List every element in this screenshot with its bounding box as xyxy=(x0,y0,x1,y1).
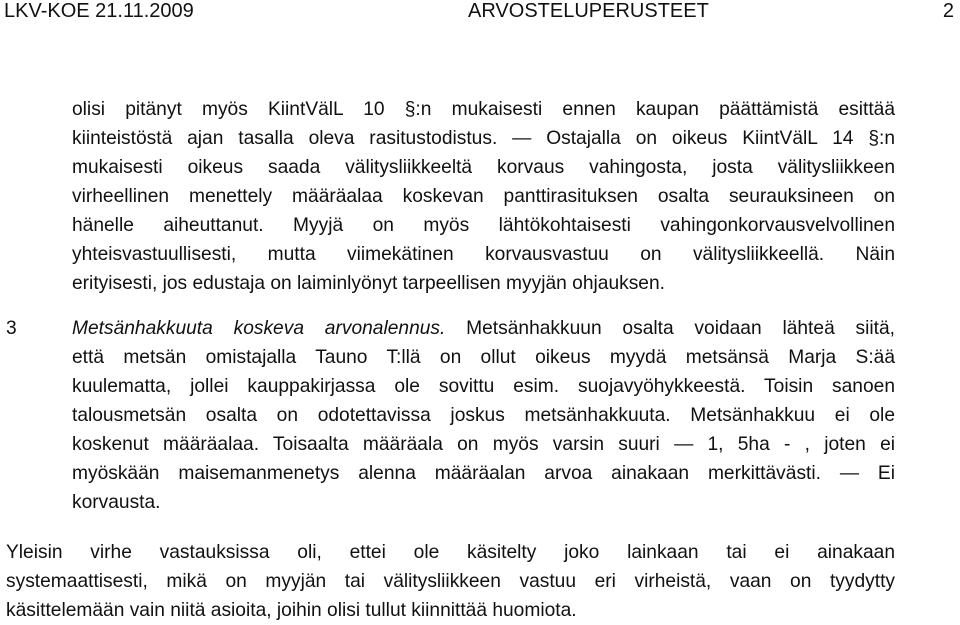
page-number: 2 xyxy=(942,0,954,22)
closing-line: käsittelemään vain niitä asioita, joihin olisi tullut kiinnittää huomiota. xyxy=(6,600,577,621)
section-line: että metsän omistajalla Tauno T:llä on ollut oikeus myydä metsänsä Marja S:ää xyxy=(72,347,895,368)
section-number: 3 xyxy=(6,318,17,339)
paragraph-line: yhteisvastuullisesti, mutta viimekätinen korvausvastuu on välitysliikkeellä. Näin xyxy=(72,244,895,265)
section-line: kuulematta, jollei kauppakirjassa ole sovittu esim. suojavyöhykkeestä. Toisin sanoen xyxy=(72,376,895,397)
paragraph-line: kiinteistöstä ajan tasalla oleva rasitustodistus. — Ostajalla on oikeus KiintVälL 14 §:n xyxy=(72,128,895,149)
paragraph-line: erityisesti, jos edustaja on laiminlyönyt tarpeellisen myyjän ohjauksen. xyxy=(72,273,665,294)
paragraph-line: hänelle aiheuttanut. Myyjä on myös lähtökohtaisesti vahingonkorvausvelvollinen xyxy=(72,215,895,236)
paragraph-line: mukaisesti oikeus saada välitysliikkeeltä korvaus vahingosta, josta välitysliikkeen xyxy=(72,157,895,178)
section-line: talousmetsän osalta on odotettavissa joskus metsänhakkuuta. Metsänhakkuu ei ole xyxy=(72,405,895,426)
paragraph-line: olisi pitänyt myös KiintVälL 10 §:n mukaisesti ennen kaupan päättämistä esittää xyxy=(72,99,895,120)
section-line: korvausta. xyxy=(72,492,161,513)
section-first-line-text: Metsänhakkuun osalta voidaan lähteä siitä, xyxy=(445,318,895,339)
paragraph-line: virheellinen menettely määräalaa koskevan panttirasituksen osalta seurauksineen on xyxy=(72,186,895,207)
exam-date-label: LKV-KOE 21.11.2009 xyxy=(4,0,194,22)
section-heading: Metsänhakkuuta koskeva arvonalennus. xyxy=(72,318,446,339)
closing-line: Yleisin virhe vastauksissa oli, ettei ole käsitelty joko lainkaan tai ei ainakaan xyxy=(6,542,895,563)
section-line: koskenut määräalaa. Toisaalta määräala on myös varsin suuri — 1, 5ha - , joten ei xyxy=(72,434,895,455)
section-line: myöskään maisemanmenetys alenna määräalan arvoa ainakaan merkittävästi. — Ei xyxy=(72,463,895,484)
document-title: ARVOSTELUPERUSTEET xyxy=(468,0,709,22)
page-header xyxy=(0,0,960,30)
closing-line: systemaattisesti, mikä on myyjän tai välitysliikkeen vastuu eri virheistä, vaan on tyydytty xyxy=(6,571,895,592)
section-first-line xyxy=(72,317,895,341)
